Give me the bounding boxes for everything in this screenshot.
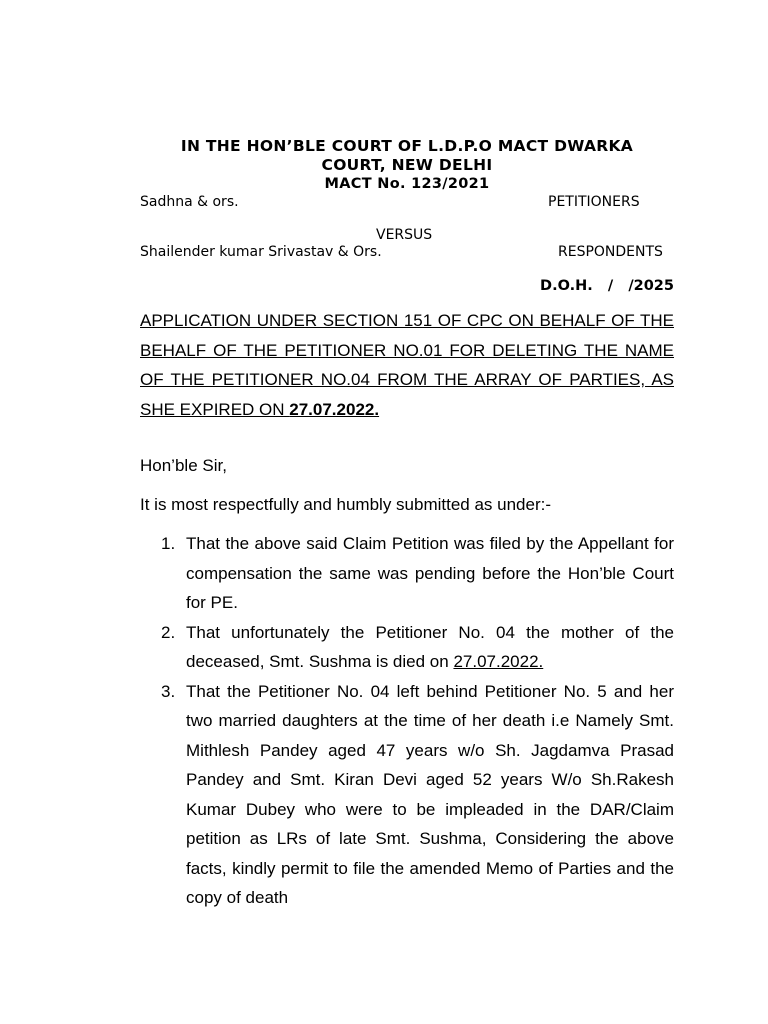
salutation: Hon’ble Sir, [140,456,227,475]
versus-label: VERSUS [376,227,433,243]
court-title-line-1: IN THE HON’BLE COURT OF L.D.P.O MACT DWARKA [180,137,634,155]
numbered-points [140,529,674,913]
respondent-role: RESPONDENTS [558,244,663,260]
court-title-line-2: COURT, NEW DELHI [321,156,493,174]
list-item-number: 2. [161,622,176,642]
petitioner-name: Sadhna & ors. [140,194,239,210]
application-title [140,306,674,424]
intro-paragraph: It is most respectfully and humbly submitted as under:- [140,495,552,514]
case-number: MACT No. 123/2021 [324,176,490,192]
list-item-text: That the Petitioner No. 04 left behind Petitioner No. 5 and her two married daughters at the time of her death i.e Namely Smt. Mithlesh Pandey aged 47 years w/o Sh. Jagdamva Prasad Pandey and Smt. Kiran Devi aged 52 years W/o Sh.Rakesh Kumar Dubey who were to be impleaded in the DAR/Claim petition as LRs of late Smt. Sushma, Considering the above facts, kindly permit to file the amended Memo of Parties and the copy of death [186,681,674,907]
application-title-text: APPLICATION UNDER SECTION 151 OF CPC ON BEHALF OF THE BEHALF OF THE PETITIONER NO.01 FOR DELETING THE NAME OF THE PETITIONER NO.04 FROM THE ARRAY OF PARTIES, AS SHE EXPIRED ON [140,311,674,419]
application-title-date: 27.07.2022. [289,399,380,419]
list-item [140,529,674,618]
petitioner-role: PETITIONERS [548,194,640,210]
hearing-date: D.O.H. / /2025 [540,278,674,294]
list-item-text: That unfortunately the Petitioner No. 04 the mother of the deceased, Smt. Sushma is died on [186,622,674,671]
list-item [140,677,674,913]
list-item [140,618,674,677]
list-item-number: 3. [161,681,176,701]
respondent-name: Shailender kumar Srivastav & Ors. [140,244,382,260]
list-item-text: That the above said Claim Petition was filed by the Appellant for compensation the same was pending before the Hon’ble Court for PE. [186,534,674,612]
list-item-number: 1. [161,534,176,553]
death-date: 27.07.2022. [453,652,544,671]
